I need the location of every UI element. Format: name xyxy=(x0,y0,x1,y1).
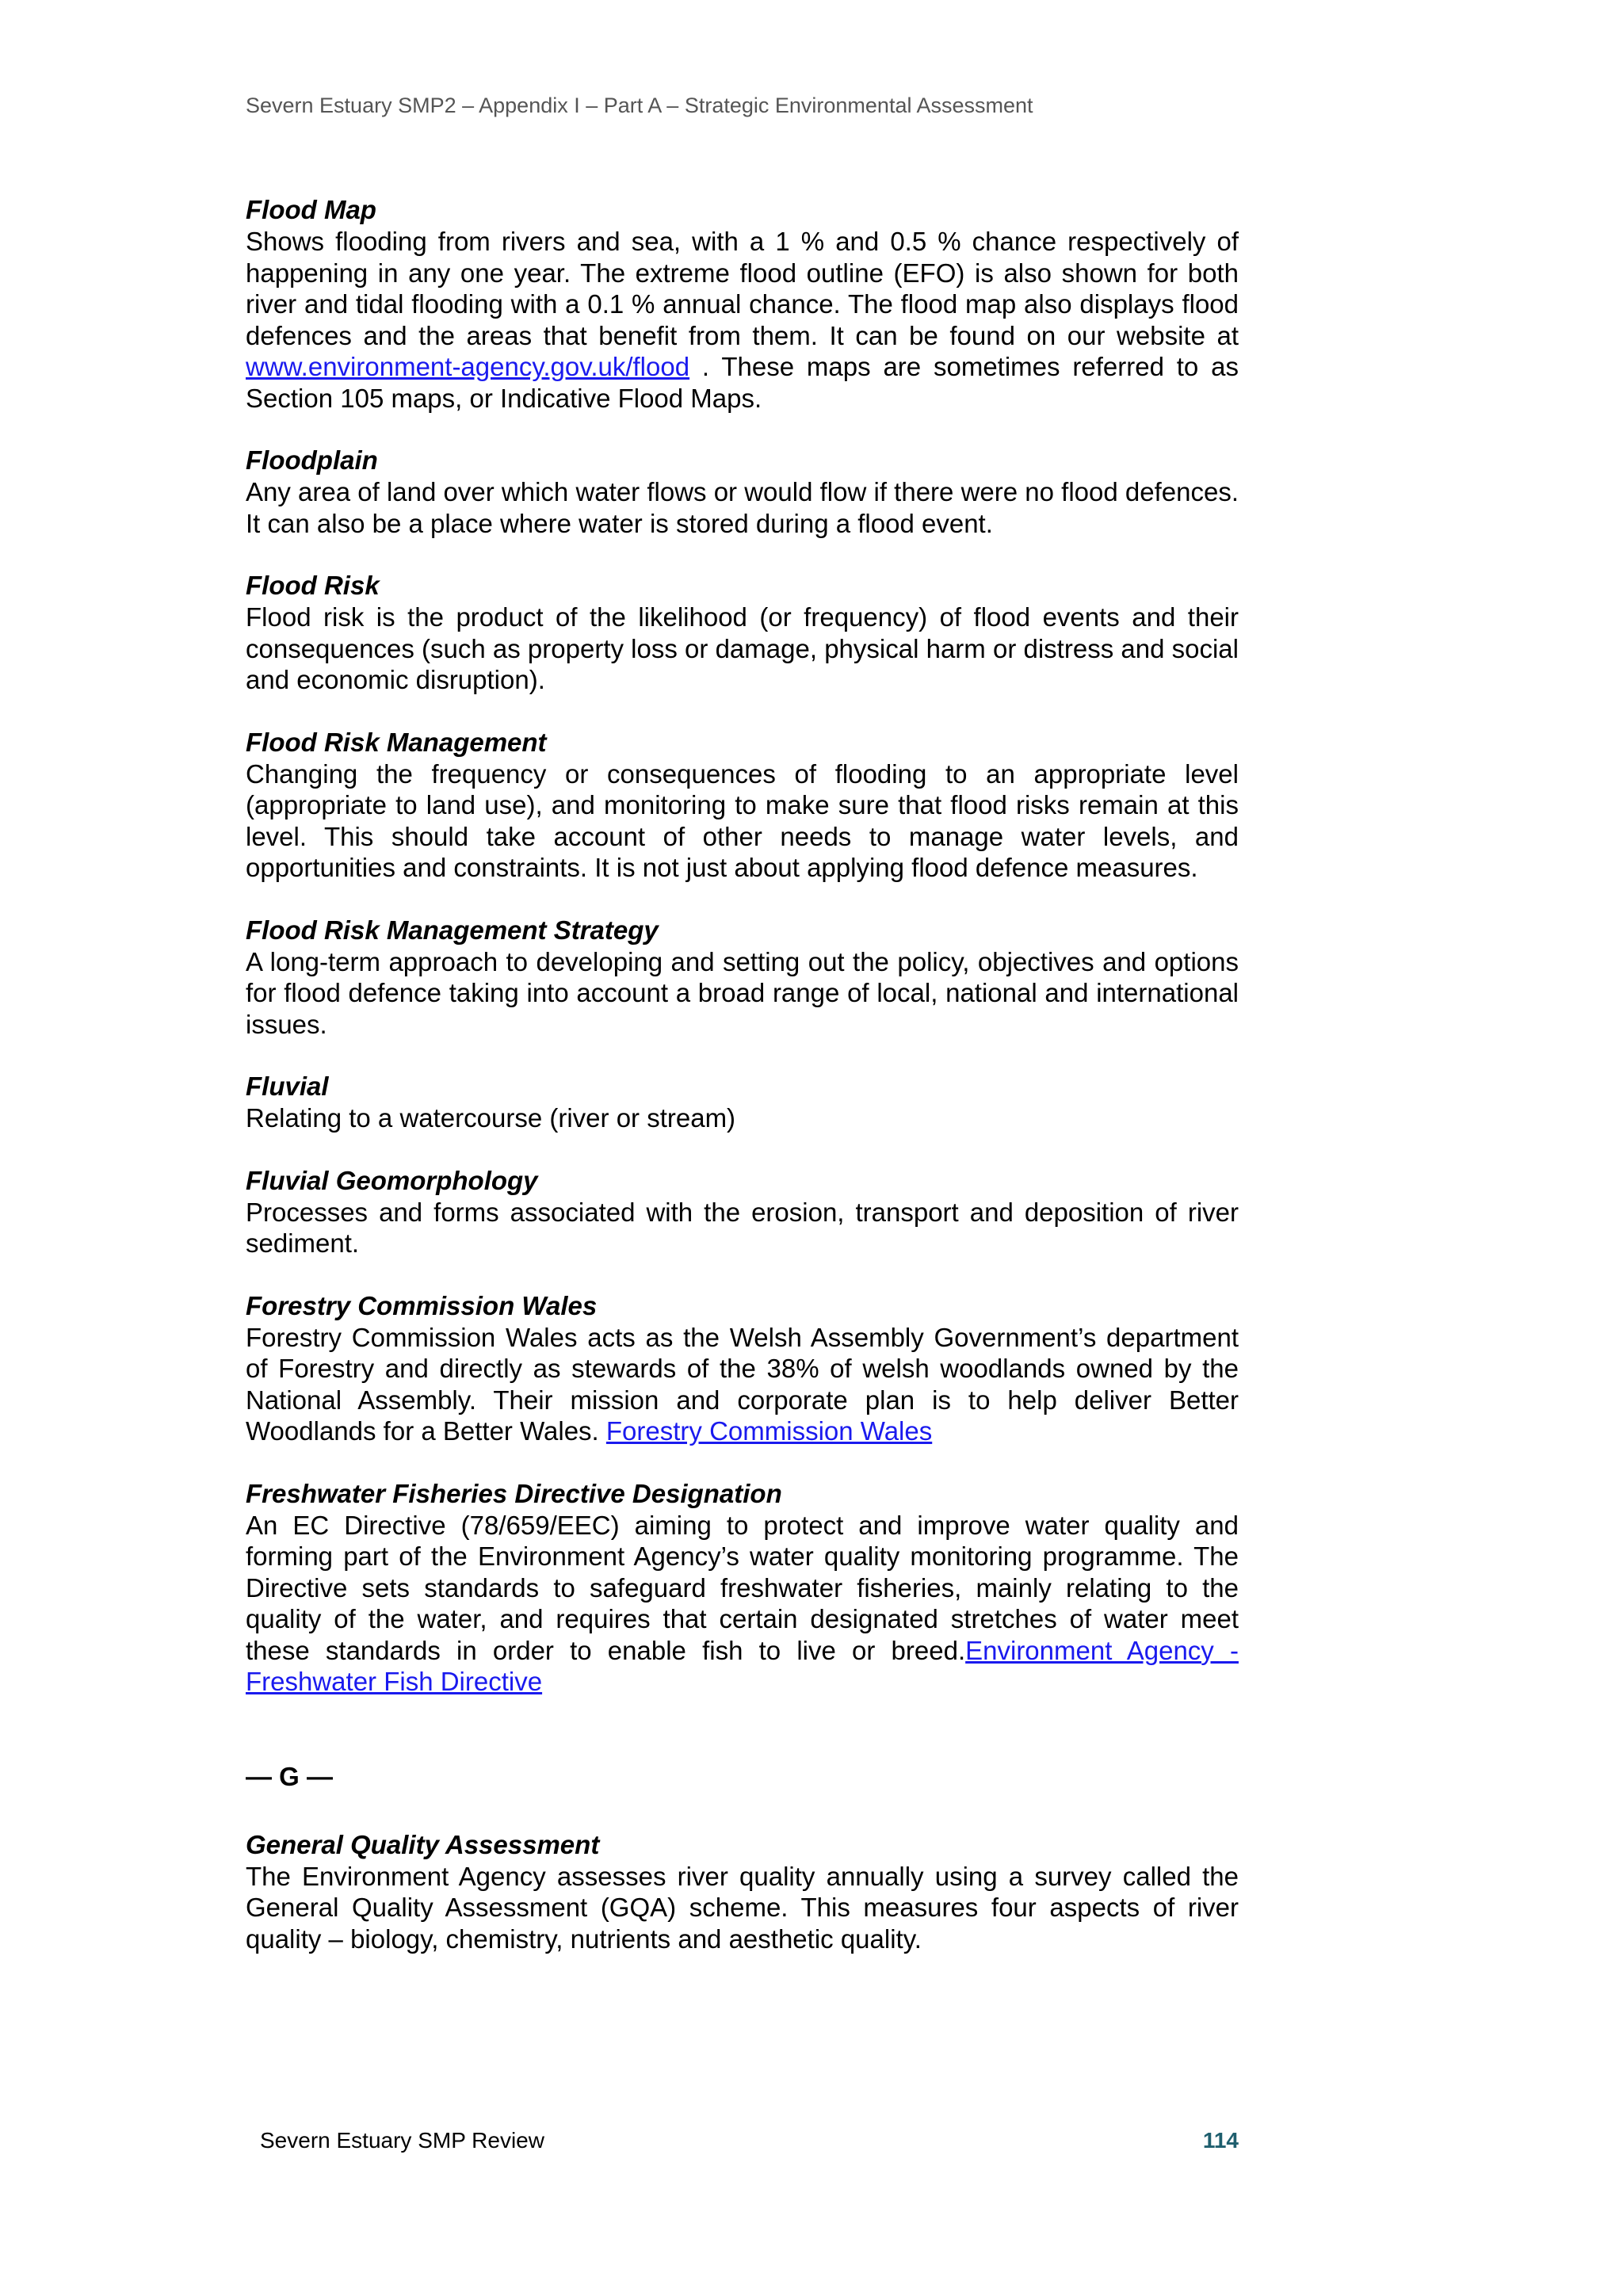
flood-map-link[interactable]: www.environment-agency.gov.uk/flood xyxy=(246,352,690,381)
term-definition: Processes and forms associated with the erosion, transport and deposition of river sediment. xyxy=(246,1197,1239,1258)
glossary-entry-flood-risk-management-strategy xyxy=(246,915,1239,1041)
glossary-entry-flood-risk xyxy=(246,570,1239,696)
term-heading: General Quality Assessment xyxy=(246,1829,600,1859)
term-definition xyxy=(246,226,1239,414)
definition-text: Forestry Commission Wales acts as the Welsh Assembly Government’s department of Forestry and directly as stewards of the 38% of welsh woodlands owned by the National Assembly. Their mission and corporate plan is to help deliver Better Woodlands for a Better Wales. xyxy=(246,1322,1239,1446)
glossary-entry-floodplain xyxy=(246,445,1239,539)
forestry-commission-wales-link[interactable]: Forestry Commission Wales xyxy=(605,1416,933,1446)
term-definition xyxy=(246,1322,1239,1447)
glossary-entry-fluvial xyxy=(246,1071,1239,1134)
term-definition: A long-term approach to developing and setting out the policy, objectives and options for flood defence taking into account a broad range of local, national and international issues. xyxy=(246,946,1239,1039)
running-header: Severn Estuary SMP2 – Appendix I – Part A – Strategic Environmental Assessment xyxy=(246,94,1033,117)
term-definition: The Environment Agency assesses river quality annually using a survey called the General Quality Assessment (GQA) scheme. This measures four aspects of river quality – biology, chemistry, nutrients and aesthetic quality. xyxy=(246,1861,1239,1954)
term-heading: Flood Risk Management Strategy xyxy=(246,915,659,945)
definition-text: Shows flooding from rivers and sea, with a 1 % and 0.5 % chance respectively of happening in any one year. The extreme flood outline (EFO) is also shown for both river and tidal flooding with a 0.1 % annual chance. The flood map also displays flood defences and the areas that benefit from them. It can be found on our website at xyxy=(246,227,1239,350)
section-letter-g: — G — xyxy=(246,1761,334,1791)
page-number: 114 xyxy=(1202,2128,1239,2153)
glossary-entry-flood-map xyxy=(246,194,1239,414)
term-definition: Relating to a watercourse (river or stream) xyxy=(246,1103,736,1133)
term-heading: Fluvial Geomorphology xyxy=(246,1165,538,1195)
term-definition: Any area of land over which water flows or would flow if there were no flood defences. It can also be a place where water is stored during a flood event. xyxy=(246,477,1239,538)
term-definition: Changing the frequency or consequences of flooding to an appropriate level (appropriate to land use), and monitoring to make sure that flood risks remain at this level. This should take account of other needs to manage water levels, and opportunities and constraints. It is not just about applying flood defence measures. xyxy=(246,758,1239,882)
definition-text: . These maps are sometimes referred to as Section 105 maps, or Indicative Flood Maps. xyxy=(246,352,1239,413)
term-heading: Flood Risk Management xyxy=(246,727,547,757)
glossary-content xyxy=(246,194,1239,1985)
term-heading: Flood Risk xyxy=(246,571,380,600)
definition-text: An EC Directive (78/659/EEC) aiming to protect and improve water quality and forming part of the Environment Agency’s water quality monitoring programme. The Directive sets standards to safeguard freshwater fisheries, mainly relating to the quality of the water, and requires that certain designated stretches of water meet these standards in order to enable fish to live or breed. xyxy=(246,1510,1239,1665)
footer-title: Severn Estuary SMP Review xyxy=(260,2128,544,2153)
freshwater-fish-directive-link[interactable]: Environment Agency - Freshwater Fish Directive xyxy=(246,1635,1239,1696)
term-heading: Flood Map xyxy=(246,195,376,224)
term-heading: Fluvial xyxy=(246,1072,329,1101)
glossary-entry-freshwater-fisheries-directive xyxy=(246,1478,1239,1698)
glossary-entry-fluvial-geomorphology xyxy=(246,1165,1239,1259)
glossary-entry-general-quality-assessment xyxy=(246,1829,1239,1955)
term-definition: Flood risk is the product of the likelihood (or frequency) of flood events and their consequences (such as property loss or damage, physical harm or distress and social and economic disruption). xyxy=(246,602,1239,694)
glossary-entry-forestry-commission-wales xyxy=(246,1290,1239,1447)
term-heading: Floodplain xyxy=(246,445,378,475)
term-heading: Freshwater Fisheries Directive Designation xyxy=(246,1478,782,1508)
term-definition xyxy=(246,1510,1239,1698)
term-heading: Forestry Commission Wales xyxy=(246,1290,598,1320)
glossary-entry-flood-risk-management xyxy=(246,727,1239,884)
